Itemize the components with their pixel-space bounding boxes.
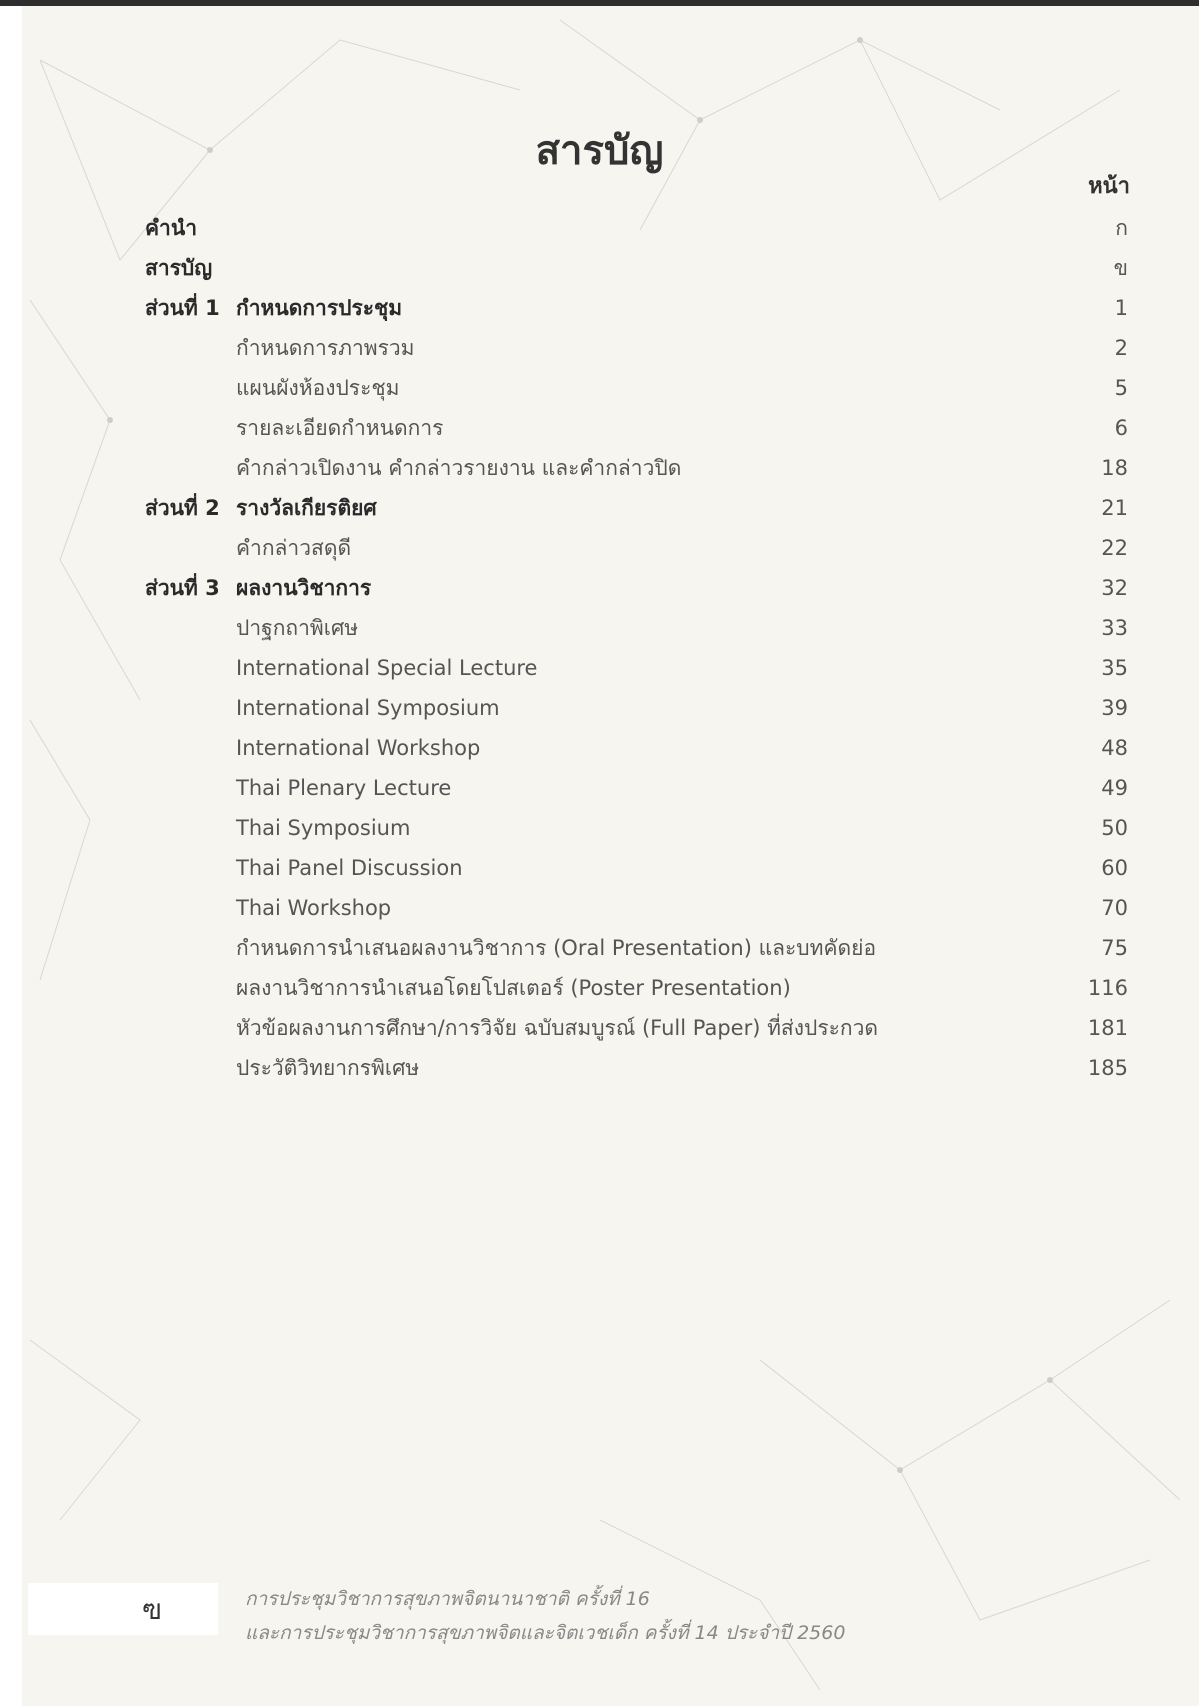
toc-entry [0,968,1199,1008]
toc-entry-label: คำนำ [145,216,197,240]
toc-entry [0,1048,1199,1088]
footer-conference-line-2: และการประชุมวิชาการสุขภาพจิตและจิตเวชเด็ก ครั้งที่ 14 ประจำปี 2560 [245,1622,846,1644]
toc-entry-label: คำกล่าวเปิดงาน คำกล่าวรายงาน และคำกล่าวปิด [236,456,682,480]
toc-entry [0,528,1199,568]
toc-entry-page: 5 [1114,376,1128,400]
toc-entry-page: 2 [1114,336,1128,360]
toc-section-number: ส่วนที่ 2 [145,496,220,520]
toc-entry-label: ผลงานวิชาการ [236,576,372,600]
toc-entry-page: 49 [1101,776,1128,800]
toc-entry-page: 116 [1087,976,1128,1000]
footer-page-number: ฃ [142,1593,162,1626]
toc-section-number: ส่วนที่ 1 [145,296,220,320]
toc-entry-label: ปาฐกถาพิเศษ [236,616,359,640]
toc-entry-label: ผลงานวิชาการนำเสนอโดยโปสเตอร์ (Poster Presentation) [236,976,791,1000]
toc-entry-page: 60 [1101,856,1128,880]
toc-entry-page: 22 [1101,536,1128,560]
toc-entry [0,928,1199,968]
toc-entry [0,208,1199,248]
toc-section-number: ส่วนที่ 3 [145,576,220,600]
toc-entry-label: กำหนดการภาพรวม [236,336,415,360]
toc-entry [0,368,1199,408]
toc-entry-label: กำหนดการนำเสนอผลงานวิชาการ (Oral Presentation) และบทคัดย่อ [236,936,877,960]
toc-entry-page: 50 [1101,816,1128,840]
toc-entry-label: กำหนดการประชุม [236,296,403,320]
toc-entry [0,328,1199,368]
toc-entry [0,568,1199,608]
toc-entry-page: 70 [1101,896,1128,920]
toc-entry [0,648,1199,688]
page-number-column-header: หน้า [1088,174,1130,199]
footer-page-box [28,1583,218,1635]
footer-conference-line-1: การประชุมวิชาการสุขภาพจิตนานาชาติ ครั้งที่ 16 [245,1588,650,1610]
toc-entry-label: แผนผังห้องประชุม [236,376,400,400]
toc-entry-page: 6 [1114,416,1128,440]
toc-entry-label: สารบัญ [145,256,213,280]
toc-entry [0,288,1199,328]
toc-entry [0,768,1199,808]
toc-entry-page: ก [1115,216,1128,240]
toc-entry-page: 48 [1101,736,1128,760]
toc-entry-page: 39 [1101,696,1128,720]
toc-entry-label: International Workshop [236,736,481,760]
toc-entry [0,448,1199,488]
toc-entry [0,1008,1199,1048]
toc-entry-label: International Special Lecture [236,656,538,680]
toc-entry [0,248,1199,288]
toc-entry-page: 18 [1101,456,1128,480]
toc-entry [0,848,1199,888]
toc-entry [0,888,1199,928]
toc-entry-label: คำกล่าวสดุดี [236,536,352,560]
toc-entry-page: 1 [1114,296,1128,320]
toc-entry [0,728,1199,768]
page-title: สารบัญ [535,128,664,174]
toc-entry [0,488,1199,528]
toc-entry-label: Thai Panel Discussion [236,856,463,880]
toc-entry-label: Thai Symposium [236,816,411,840]
toc-entry-label: Thai Plenary Lecture [236,776,452,800]
toc-entry-label: ประวัติวิทยากรพิเศษ [236,1056,420,1080]
toc-entry-label: International Symposium [236,696,500,720]
toc-entry-page: 21 [1101,496,1128,520]
toc-entry-label: Thai Workshop [236,896,392,920]
toc-entry-page: ข [1113,256,1128,280]
toc-entry-page: 185 [1087,1056,1128,1080]
toc-entry [0,408,1199,448]
toc-entry-label: รายละเอียดกำหนดการ [236,416,444,440]
toc-entry [0,688,1199,728]
toc-entry-page: 75 [1101,936,1128,960]
toc-entry [0,808,1199,848]
toc-entry-page: 32 [1101,576,1128,600]
toc-entry-page: 33 [1101,616,1128,640]
toc-entry-label: รางวัลเกียรติยศ [236,496,377,520]
toc-entry-page: 181 [1087,1016,1128,1040]
toc-entry-label: หัวข้อผลงานการศึกษา/การวิจัย ฉบับสมบูรณ์ (Full Paper) ที่ส่งประกวด [236,1016,879,1040]
toc-entry-page: 35 [1101,656,1128,680]
toc-entry [0,608,1199,648]
